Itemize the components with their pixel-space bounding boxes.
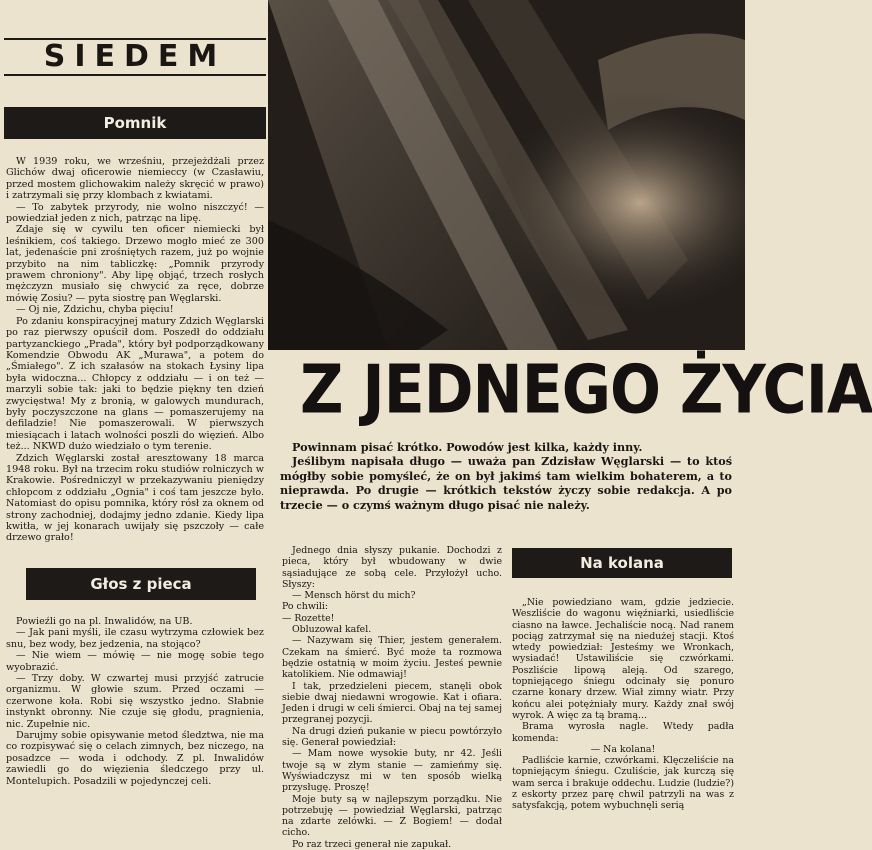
paragraph: Zdaje się w cywilu ten oficer niemiecki był leśnikiem, coś takiego. Drzewo mogło mieć ze 300 lat, jedenaście pni zrośniętych razem, już po wojnie przybito na nim tabliczkę: „Pomnik przyrody prawem chroniony". Aby lipę objąć, trzech rosłych mężczyzn musiało się chwycić za ręce, dobrze mówię Zosiu? — pyta siostrę pan Węglarski.: [6, 224, 264, 304]
paragraph: Na drugi dzień pukanie w piecu powtórzyło się. Generał powiedział:: [282, 725, 502, 749]
lead-paragraph: Powinnam pisać krótko. Powodów jest kilka, każdy inny.: [292, 440, 643, 454]
heading-na-kolana: Na kolana: [512, 548, 732, 578]
dialogue-line: — Rozette!: [282, 612, 335, 624]
paragraph: I tak, przedzieleni piecem, stanęli obok siebie dwaj niedawni wrogowie. Kat i ofiara. Jeden i drugi w celi śmierci. Obaj na tej samej przegranej pozycji.: [282, 680, 502, 726]
paragraph: — Mam nowe wysokie buty, nr 42. Jeśli twoje są w złym stanie — zamieńmy się. Wyświadczysz mi w ten sposób wielką przysługę. Proszę!: [282, 748, 502, 794]
section-title-box: [4, 38, 266, 76]
paragraph: — Na kolana!: [590, 743, 656, 755]
heading-pomnik: Pomnik: [4, 107, 266, 139]
paragraph: — Oj nie, Zdzichu, chyba pięciu!: [16, 304, 174, 316]
paragraph: — Trzy doby. W czwartej musi przyjść zatrucie organizmu. W głowie szum. Przed oczami — czerwone koła. Robi się wszystko jedno. Słabnie instynkt obronny. Nie czuje się głodu, pragnienia, nic. Zupełnie nic.: [6, 673, 264, 730]
paragraph: Brama wyrosła nagle. Wtedy padła komenda:: [512, 721, 734, 744]
paragraph: Zdzich Węglarski został aresztowany 18 marca 1948 roku. Był na trzecim roku studiów rolniczych w Krakowie. Pośredniczył w przekazywaniu pieniędzy chłopcom z oddziału „Ognia" i coś tam jeszcze było. Natomiast do opisu pomnika, który rósł za oknem od strony zachodniej, dodajmy jedno zdanie. Kiedy lipa kwitła, w jej konarach uwijały się pszczoły — całe drzewo grało!: [6, 452, 264, 544]
paragraph: Padliście karnie, czwórkami. Klęczeliście na topniejącym śniegu. Czuliście, jak kurczą się wam serca i brakuje oddechu. Ludzie (ludzie?) z eskorty przez parę chwil patrzyli na was z satysfakcją, potem wybuchnęli serią: [512, 755, 734, 812]
dialogue-line: Po chwili:: [282, 601, 329, 613]
paragraph: W 1939 roku, we wrześniu, przejeżdżali przez Glichów dwaj oficerowie niemieccy (w Czasławiu, przed mostem glichowakim należy skręcić w prawo) i zatrzymali się przy klombach z kwiatami.: [6, 156, 264, 202]
paragraph: — Nazywam się Thier, jestem generałem. Czekam na śmierć. Być może ta rozmowa będzie ostatnią w moim życiu. Jesteś pewnie katolikiem. Nie odmawiaj!: [282, 635, 502, 681]
paragraph: „Nie powiedziano wam, gdzie jedziecie. Weszliście do wagonu więźniarki, usiedliście ciasno na ławce. Jechaliście nocą. Nad ranem pociąg zatrzymał się na niedużej stacji. Ktoś wtedy powiedział: Jesteśmy we Wronkach, wysiadać! Ustawiliście się czwórkami. Poszliście lipową aleją. Od szarego, topniejącego śniegu odcinały się ponuro czarne konary drzew. Wiał zimny wiatr. Przy końcu alei potężniały mury. Każdy znał swój wyrok. A więc za tą bramą...: [512, 597, 734, 721]
paragraph: — Nie wiem — mówię — nie mogę sobie tego wyobrazić.: [6, 650, 264, 673]
paragraph: — Jak pani myśli, ile czasu wytrzyma człowiek bez snu, bez wody, bez jedzenia, na stojąco?: [6, 627, 264, 650]
lead-paragraph: Jeślibym napisała długo — uważa pan Zdzisław Węglarski — to ktoś mógłby sobie pomyśleć, że on był jakimś tam wielkim bohaterem, a to nieprawda. Po drugie — krótkich tekstów życzy sobie redakcja. A po trzecie — o czymś ważnym długo pisać nie należy.: [280, 454, 732, 512]
article-middle-column: [282, 545, 502, 850]
article-lead: [280, 440, 732, 512]
section-title: SIEDEM: [43, 39, 227, 74]
article-na-kolana: [512, 597, 734, 812]
article-pomnik: [6, 156, 264, 544]
headline: Z JEDNEGO ŻYCIA: [300, 350, 872, 430]
paragraph: Darujmy sobie opisywanie metod śledztwa, nie ma co rozpisywać się o celach zimnych, bez niczego, na posadzce — woda i odchody. Z pl. Inwalidów zawiedli go do więzienia śledczego przy ul. Montelupich. Posadzili w pojedynczej celi.: [6, 730, 264, 787]
paragraph: Powieźli go na pl. Inwalidów, na UB.: [16, 616, 193, 627]
paragraph: Moje buty są w najlepszym porządku. Nie potrzebuję — powiedział Węglarski, patrząc na zdarte zelówki. — Z Bogiem! — dodał cicho.: [282, 793, 502, 839]
photo-image: [268, 0, 745, 350]
heading-glos-z-pieca: Głos z pieca: [26, 568, 256, 600]
paragraph: Po raz trzeci generał nie zapukał.: [292, 838, 452, 850]
article-photo: [268, 0, 745, 350]
paragraph: Po zdaniu konspiracyjnej matury Zdzich Węglarski po raz pierwszy opuścił dom. Poszedł do oddziału partyzanckiego „Prada", który był podporządkowany Komendzie Obwodu AK „Murawa", a potem do „Śmiałego". Z ich szałasów na stokach Łysiny lipa była widoczna... Chłopcy z oddziału — i on też — marzyli sobie tak: jaki to będzie piękny ten dzień zwycięstwa! My z bronią, w galowych mundurach, były poczyszczone na glans — pomaszerujemy na defiladzie! Nie pomaszerowali. W pierwszych miesiącach i latach wolności poszli do więzień. Albo też... NKWD dużo wiedziało o tym terenie.: [6, 315, 264, 453]
paragraph: — To zabytek przyrody, nie wolno niszczyć! — powiedział jeden z nich, patrząc na lipę.: [6, 201, 264, 225]
paragraph: Obluzował kafel.: [292, 624, 372, 636]
paragraph: Jednego dnia słyszy pukanie. Dochodzi z pieca, który był wbudowany w dwie sąsiadujące ze sobą cele. Przyłożył ucho. Słyszy:: [282, 545, 502, 590]
article-glos-z-pieca: [6, 616, 264, 787]
dialogue-line: — Mensch hörst du mich?: [292, 590, 416, 602]
